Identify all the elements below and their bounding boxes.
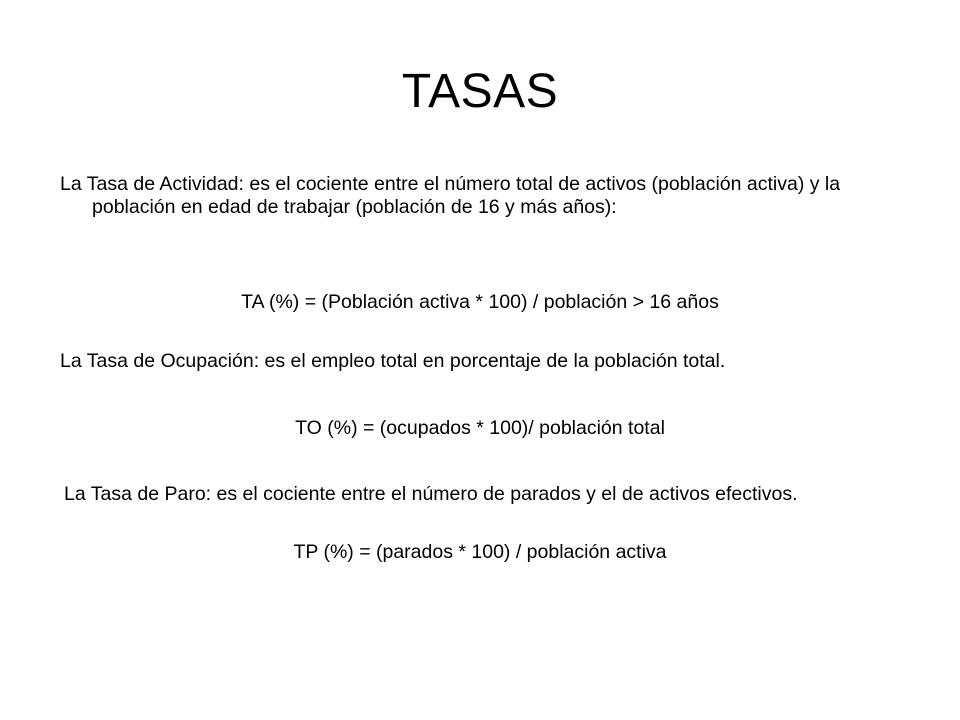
unemployment-rate-formula: TP (%) = (parados * 100) / población activa: [293, 541, 667, 563]
slide-title: TASAS: [401, 65, 559, 118]
unemployment-rate-definition: La Tasa de Paro: es el cociente entre el número de parados y el de activos efectivos.: [64, 483, 798, 505]
occupation-rate-formula: TO (%) = (ocupados * 100)/ población total: [295, 417, 665, 439]
activity-rate-formula: TA (%) = (Población activa * 100) / población > 16 años: [241, 291, 719, 313]
activity-rate-definition: La Tasa de Actividad: es el cociente entre el número total de activos (población activa) y la población en edad de trabajar (población de 16 y más años):: [60, 173, 841, 218]
occupation-rate-definition: La Tasa de Ocupación: es el empleo total en porcentaje de la población total.: [60, 350, 726, 372]
